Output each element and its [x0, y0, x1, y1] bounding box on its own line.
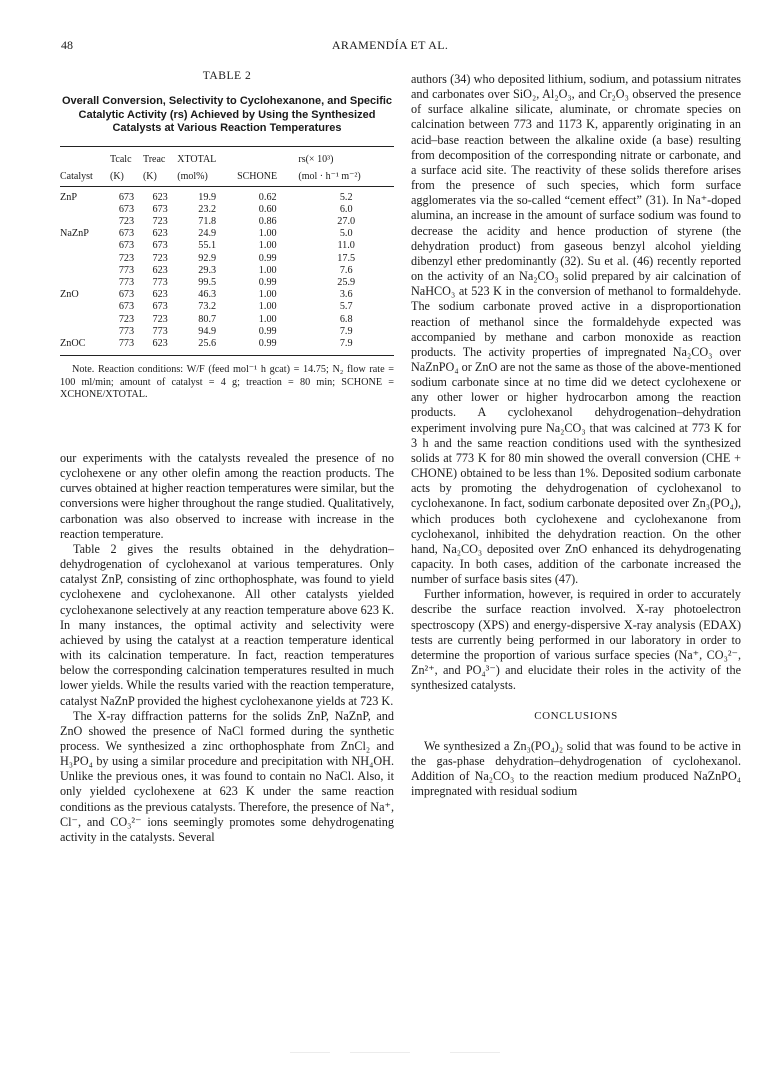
catalyst-cell: ZnO — [60, 289, 79, 301]
table-cell: 673 — [118, 289, 135, 301]
left-column-body — [60, 451, 394, 845]
column-header: SCHONE — [237, 169, 298, 187]
paragraph: The X-ray diffraction patterns for the solids ZnP, NaZnP, and ZnO showed the presence of NaCl formed during the synthetic process. We synthesized a zinc orthophosphate from ZnCl₂ and H₃PO₄ by using a similar procedure and precipitation with NH₄OH. Unlike the previous ones, it was found to contain no NaCl. Also, it only yielded cyclohexene at 623 K under the same reaction conditions as the previous catalysts. Therefore, the presence of Na⁺, Cl⁻, and CO₃²⁻ ions seemingly promotes some dehydrogenating activity in the catalysts. Several — [60, 708, 394, 844]
table-row — [60, 301, 394, 313]
catalyst-cell — [60, 204, 110, 216]
table-cell: 46.3 — [198, 289, 217, 301]
table-note: Note. Reaction conditions: W/F (feed mol⁻¹ h gcat) = 14.75; N₂ flow rate = 100 ml/min; amount of catalyst = 4 g; treaction = 80 min; SCHONE = XCHONE/XTOTAL. — [60, 364, 394, 401]
table-row — [60, 265, 394, 277]
table-cell: 17.5 — [337, 252, 356, 264]
paragraph: We synthesized a Zn₃(PO₄)₂ solid that was found to be active in the gas-phase dehydration–dehydrogenation of cyclohexanol. Addition of Na₂CO₃ to the reaction medium produced NaZnPO₄ impregnated with residual sodium — [411, 738, 741, 799]
table-row — [60, 338, 394, 356]
page-number: 48 — [61, 38, 73, 52]
table-cell: 773 — [118, 264, 135, 276]
column-header-top: rs(× 10³) — [298, 146, 394, 169]
table-row — [60, 277, 394, 289]
table-cell: 673 — [118, 203, 135, 215]
table-cell: 25.9 — [337, 277, 356, 289]
table-cell: 773 — [152, 277, 168, 289]
table-cell: 1.00 — [258, 289, 277, 301]
table-cell: 673 — [152, 203, 168, 215]
table-cell: 1.00 — [258, 228, 277, 240]
table-cell: 0.60 — [258, 203, 277, 215]
table-cell: 5.2 — [339, 191, 353, 203]
table-cell: 23.2 — [198, 203, 217, 215]
column-header: (K) — [143, 169, 177, 187]
table-block — [60, 68, 394, 402]
catalyst-cell — [60, 314, 110, 326]
column-header: (mol%) — [177, 169, 237, 187]
table-cell: 723 — [118, 252, 135, 264]
catalyst-cell: NaZnP — [60, 228, 89, 240]
table-cell: 1.00 — [258, 264, 277, 276]
table-cell: 0.62 — [258, 191, 277, 203]
table-cell: 773 — [118, 277, 135, 289]
data-table — [60, 146, 394, 357]
table-cell: 773 — [152, 325, 168, 337]
paragraph: authors (34) who deposited lithium, sodium, and potassium nitrates and carbonates over SiO₂, Al₂O₃, and Cr₂O₃ observed the presence of surface alkaline silicate, aluminate, or chromate species on calcination between 773 and 1173 K, apparently originating in an acid–base reaction between the alkaline oxide (a base) resulting from decomposition of the corresponding nitrate or carbonate, and a surface acid site. The reactivity of these solids therefore arises from the presence of such species, which form surface agglomerates via the so-called “cement effect” (31). In Na⁺-doped alumina, an increase in the amount of surface sodium was found to decrease the acidity and hence production of styrene (the dehydration product) from gaseous benzyl alcohol yielding dibenzyl ether predominantly (32). Su et al. (46) recently reported on the activity of an Na₂CO₃ solid prepared by air calcination of NaHCO₃ at 523 K in the conversion of methanol to formaldehyde. The sodium carbonate proved active in a disproportionation reaction of methanol since the formaldehyde expected was accompanied by methane and carbon monoxide as reaction products. The activity properties of impregnated Na₂CO₃ over NaZnPO₄ or ZnO are not the same as those of the above-mentioned sodium carbonate since at no time did we detect cyclohexene or any other lower or higher hydrocarbon among the reaction products. A cyclohexanol dehydrogenation–dehydration experiment involving pure Na₂CO₃ that was calcined at 773 K for 3 h and the same reaction conditions used with the synthesized solids at 773 K for 80 min showed the overall conversion (CHE + CHONE) obtained to be less than 1%. Deposited sodium carbonate acts by promoting the dehydrogenation of cyclohexanol to cyclohexanone. In fact, sodium carbonate deposited over Zn₃(PO₄), which produces both cyclohexene and cyclohexanone from cyclohexanol, inhibited the dehydration reaction. On the other hand, Na₂CO₃ deposited over ZnO enhanced its dehydrogenating capacity. In both cases, addition of the carbonate increased the number of surface basis sites (47). — [411, 72, 741, 587]
table-cell: 723 — [152, 216, 168, 228]
table-cell: 7.6 — [339, 264, 353, 276]
table-cell: 723 — [152, 313, 168, 325]
table-cell: 5.0 — [339, 228, 353, 240]
table-cell: 1.00 — [258, 301, 277, 313]
catalyst-cell — [60, 253, 110, 265]
catalyst-cell — [60, 326, 110, 338]
catalyst-cell: ZnOC — [60, 338, 110, 356]
table-cell: 6.0 — [339, 203, 353, 215]
table-cell: 19.9 — [198, 191, 217, 203]
column-header: (mol · h⁻¹ m⁻²) — [298, 169, 394, 187]
table-cell: 80.7 — [198, 313, 217, 325]
table-cell: 94.9 — [198, 325, 217, 337]
table-cell: 6.8 — [339, 313, 353, 325]
table-row — [60, 253, 394, 265]
section-heading: CONCLUSIONS — [534, 710, 618, 723]
table-cell: 55.1 — [198, 240, 217, 252]
running-head: ARAMENDÍA ET AL. — [331, 38, 449, 52]
table-cell: 673 — [152, 240, 168, 252]
table-caption: Overall Conversion, Selectivity to Cyclohexanone, and Specific Catalytic Activity (rs) Achieved by Using the Synthesized Catalysts at Various Reaction Temperatures — [61, 95, 393, 135]
catalyst-cell — [60, 301, 110, 313]
table-cell: 673 — [118, 228, 135, 240]
table-cell: 623 — [152, 191, 168, 203]
table-cell: 673 — [118, 191, 135, 203]
table-cell: 0.86 — [258, 216, 277, 228]
table-row — [60, 326, 394, 338]
table-row — [60, 289, 394, 301]
table-cell: 25.6 — [177, 338, 237, 356]
right-column — [411, 72, 741, 799]
table-cell: 0.99 — [258, 277, 277, 289]
paragraph: Table 2 gives the results obtained in the dehydration–dehydrogenation of cyclohexanol at various temperatures. Only catalyst ZnP, consisting of zinc orthophosphate, was found to yield cyclohexene and cyclohexanone. All other catalysts yielded cyclohexanone selectively at any reaction temperature above 623 K. In many instances, the optimal activity and selectivity were achieved by using the catalyst at a reaction temperature identical with its calcination temperature. In fact, reaction temperatures below the corresponding calcination temperatures resulted in much lower yields. While the results varied with the reaction temperature, catalyst NaZnP provided the highest cyclohexanone yields at 723 K. — [60, 541, 394, 708]
table-cell: 5.7 — [339, 301, 353, 313]
scan-artifact — [290, 1052, 330, 1053]
table-row — [60, 216, 394, 228]
table-cell: 623 — [143, 338, 177, 356]
table-label: TABLE 2 — [202, 69, 252, 82]
column-header-top: XTOTAL — [177, 146, 237, 169]
column-header-top — [237, 146, 298, 169]
paragraph: our experiments with the catalysts revealed the presence of no cyclohexene or any other olefin among the reaction products. The curves obtained at higher reaction temperatures were similar, but the conversions were higher throughout the range studied. Qualitatively, carbonation was also observed to increase with increase in the reaction temperature. — [60, 451, 394, 541]
column-header: (K) — [110, 169, 143, 187]
table-cell: 7.9 — [298, 338, 394, 356]
catalyst-cell — [60, 277, 110, 289]
table-cell: 723 — [152, 252, 168, 264]
column-header-top: Treac — [143, 146, 177, 169]
table-cell: 623 — [152, 289, 168, 301]
table-cell: 99.5 — [198, 277, 217, 289]
table-row — [60, 186, 394, 204]
scan-artifact — [450, 1052, 500, 1053]
table-cell: 623 — [152, 264, 168, 276]
table-cell: 7.9 — [339, 325, 353, 337]
table-cell: 29.3 — [198, 264, 217, 276]
catalyst-cell: ZnP — [60, 191, 77, 203]
catalyst-cell — [60, 240, 110, 252]
page-header — [0, 38, 780, 54]
table-cell: 71.8 — [198, 216, 217, 228]
table-cell: 0.99 — [258, 325, 277, 337]
table-row — [60, 228, 394, 240]
catalyst-cell — [60, 265, 110, 277]
table-cell: 723 — [118, 313, 135, 325]
column-header: Catalyst — [60, 169, 110, 187]
table-cell: 673 — [118, 301, 135, 313]
table-cell: 27.0 — [337, 216, 356, 228]
table-cell: 3.6 — [339, 289, 353, 301]
table-cell: 11.0 — [337, 240, 355, 252]
table-cell: 73.2 — [198, 301, 217, 313]
catalyst-cell — [60, 216, 110, 228]
table-cell: 673 — [152, 301, 168, 313]
column-header-top: Tcalc — [110, 146, 143, 169]
table-cell: 623 — [152, 228, 168, 240]
table-cell: 0.99 — [258, 252, 277, 264]
table-cell: 1.00 — [258, 313, 277, 325]
column-header-top — [60, 146, 110, 169]
scan-artifact — [350, 1052, 410, 1053]
table-cell: 92.9 — [198, 252, 217, 264]
paragraph: Further information, however, is required in order to accurately describe the surface reaction involved. X-ray photoelectron spectroscopy (XPS) and energy-dispersive X-ray analysis (EDAX) tests are currently being performed in our laboratory in order to determine the proportion of various surface species (Na⁺, CO₃²⁻, Zn²⁺, and PO₄³⁻) and elucidate their roles in the activity of the synthesized catalysts. — [411, 587, 741, 693]
table-row — [60, 314, 394, 326]
table-row — [60, 204, 394, 216]
table-cell: 24.9 — [198, 228, 217, 240]
table-row — [60, 240, 394, 252]
table-cell: 673 — [118, 240, 135, 252]
table-cell: 1.00 — [258, 240, 277, 252]
table-cell: 0.99 — [237, 338, 298, 356]
table-cell: 723 — [118, 216, 135, 228]
table-cell: 773 — [110, 338, 143, 356]
table-cell: 773 — [118, 325, 135, 337]
